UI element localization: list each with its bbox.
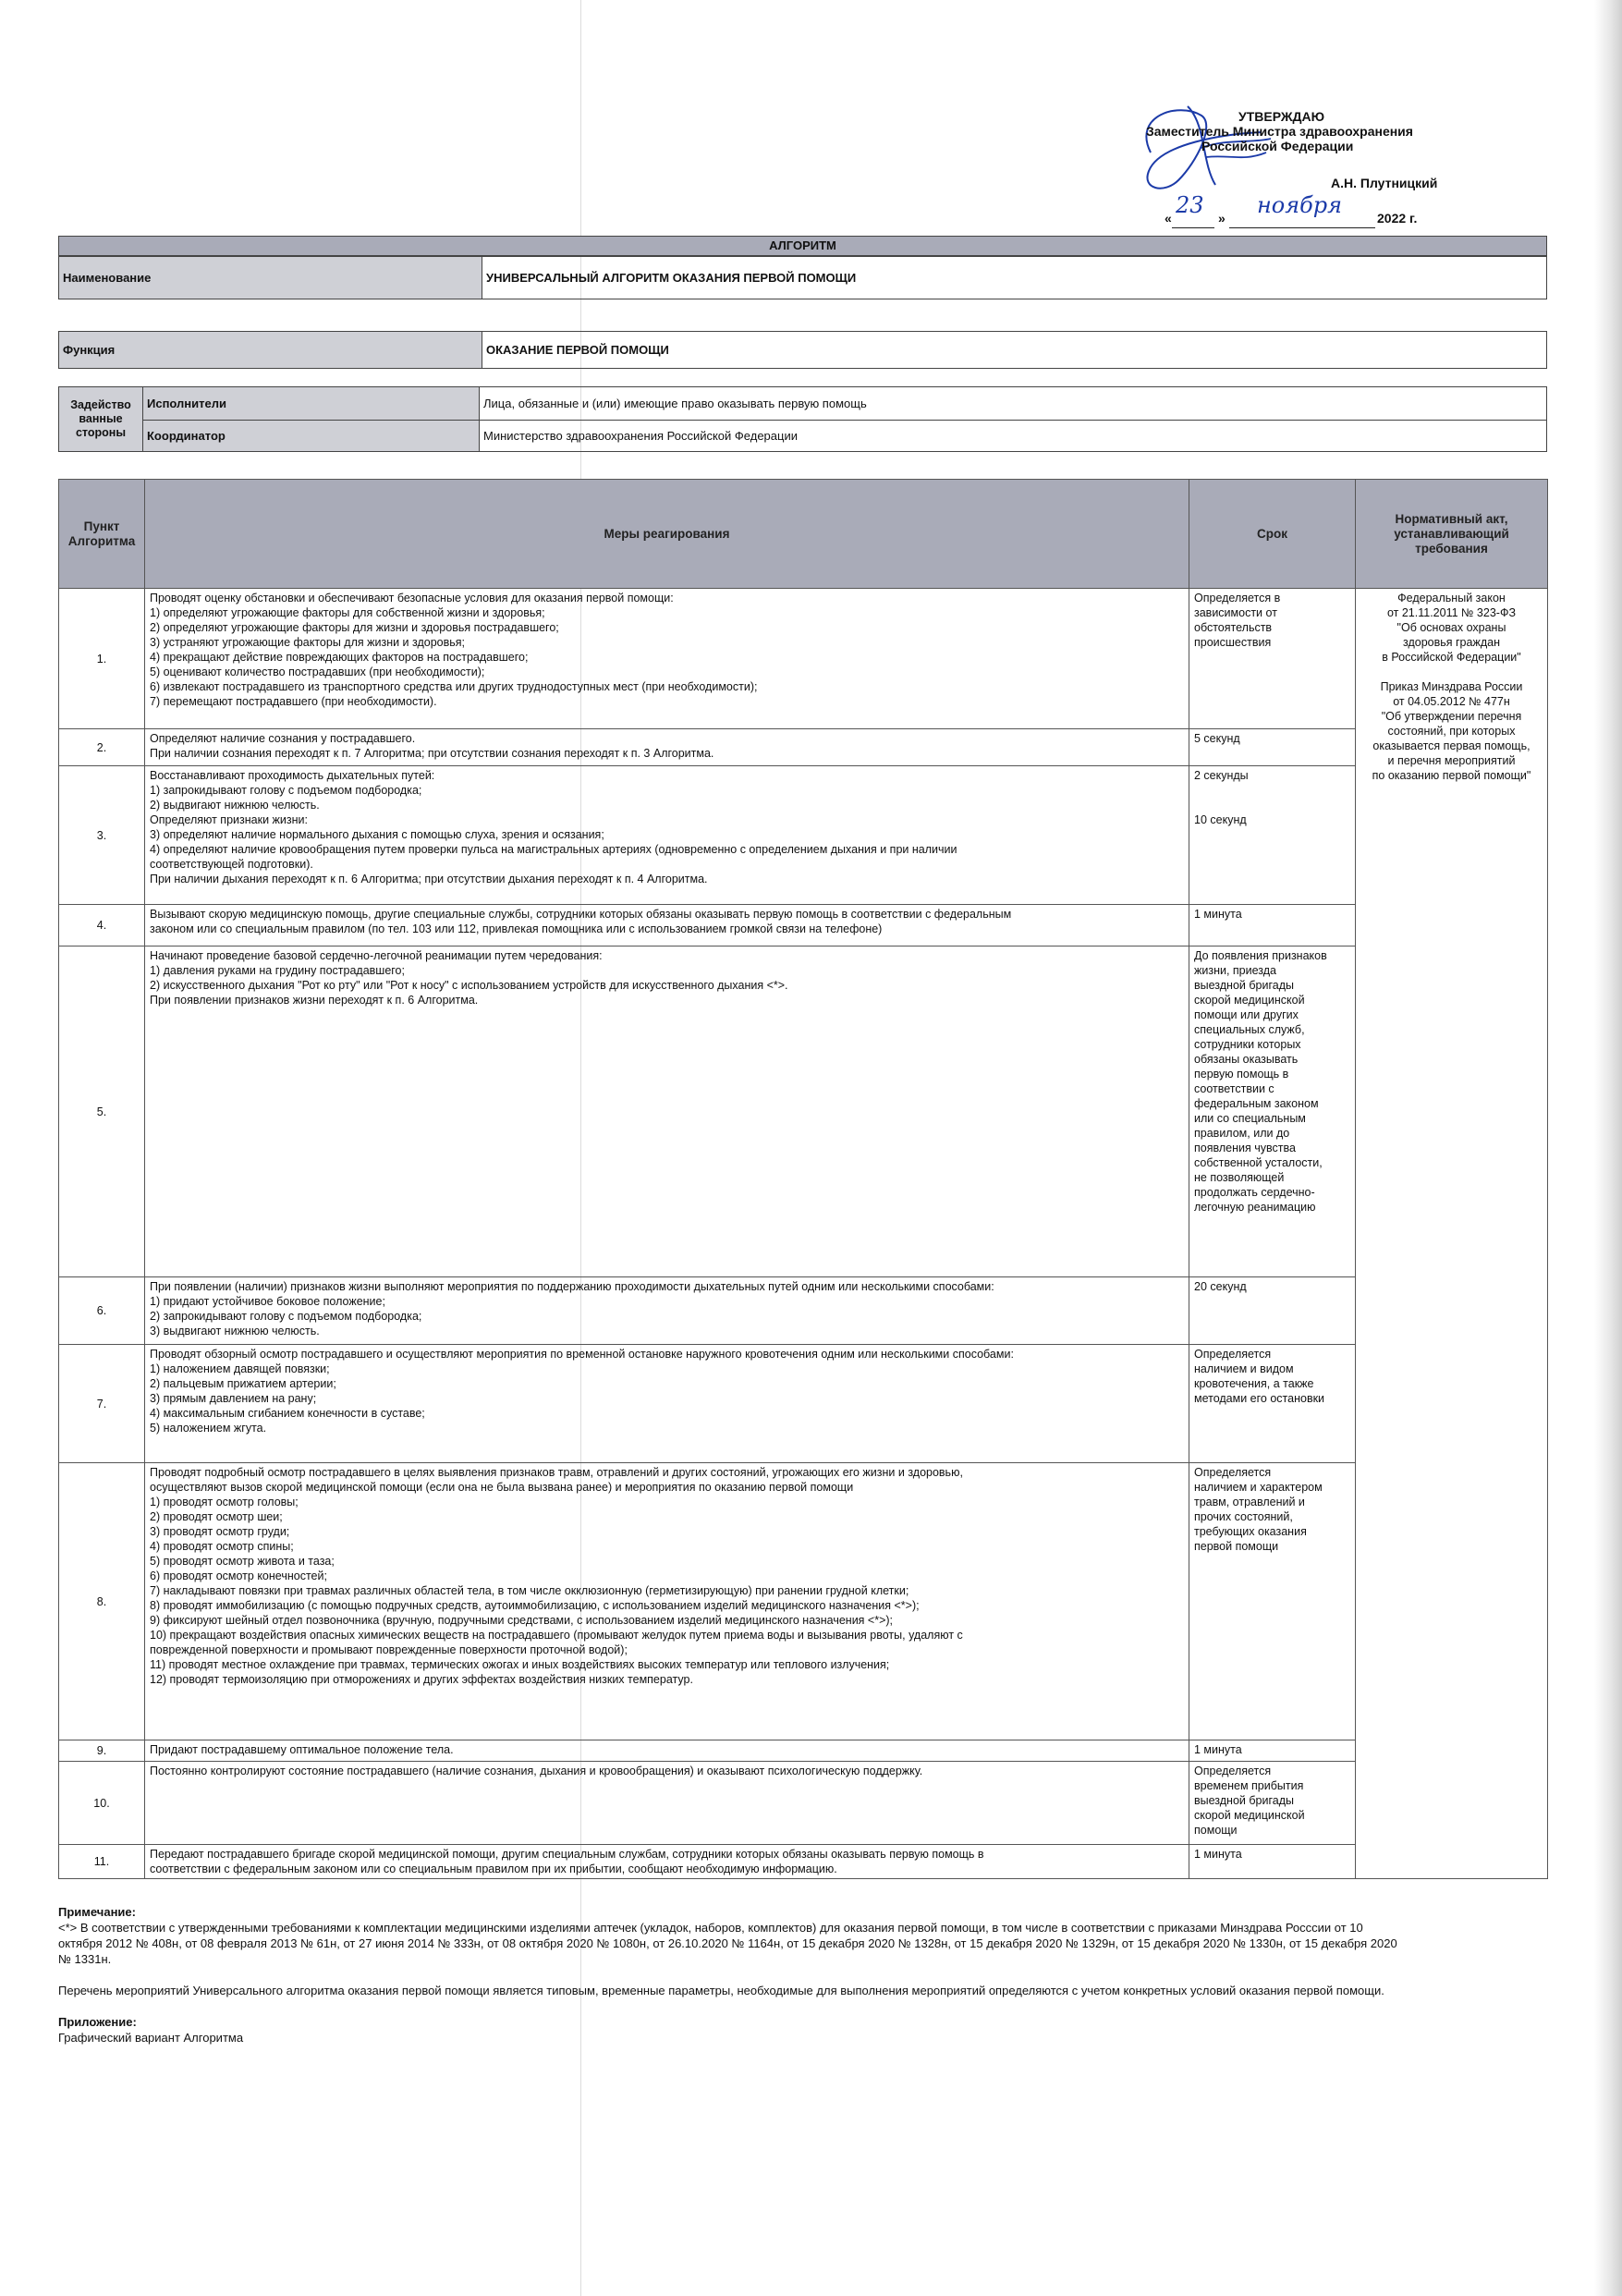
row-number: 6. <box>59 1277 145 1345</box>
col-header-measures: Меры реагирования <box>145 480 1189 589</box>
term-line: методами его остановки <box>1194 1392 1325 1405</box>
normative-line: в Российской Федерации" <box>1382 651 1521 664</box>
measure-line: Определяют признаки жизни: <box>150 813 308 826</box>
date-day-underline <box>1172 227 1214 228</box>
term-line: первой помощи <box>1194 1540 1279 1553</box>
approval-position-line1: Заместитель Министра здравоохранения <box>1146 124 1413 139</box>
algorithm-row <box>59 1277 1548 1345</box>
term-line: специальных служб, <box>1194 1023 1305 1036</box>
term-line: или со специальным <box>1194 1112 1306 1125</box>
approval-block <box>1146 109 1451 240</box>
row-number: 5. <box>59 946 145 1277</box>
term-line: сотрудники которых <box>1194 1038 1301 1051</box>
term-line: скорой медицинской <box>1194 1809 1305 1822</box>
measure-line: 5) оценивают количество пострадавших (при необходимости); <box>150 666 485 678</box>
approval-position-line2: Российской Федерации <box>1201 139 1354 153</box>
term-line: 1 минута <box>1194 908 1242 921</box>
term-line: жизни, приезда <box>1194 964 1276 977</box>
measure-line: 3) определяют наличие нормального дыхания с помощью слуха, зрения и осязания; <box>150 828 604 841</box>
row-number: 11. <box>59 1845 145 1879</box>
measure-line: 5) проводят осмотр живота и таза; <box>150 1555 335 1568</box>
measure-line: Передают пострадавшего бригаде скорой медицинской помощи, другим специальным службам, сотрудники которых обязаны оказывать первую помощь в <box>150 1848 984 1861</box>
row-measures <box>145 766 1189 905</box>
measure-line: 7) перемещают пострадавшего (при необходимости). <box>150 695 437 708</box>
measure-line: 3) устраняют угрожающие факторы для жизни и здоровья; <box>150 636 466 649</box>
note-heading: Примечание: <box>58 1905 136 1919</box>
term-line: легочную реанимацию <box>1194 1201 1316 1214</box>
row-measures <box>145 946 1189 1277</box>
normative-line: оказывается первая помощь, <box>1372 739 1531 752</box>
normative-line: от 21.11.2011 № 323-ФЗ <box>1386 606 1516 619</box>
measure-line: Придают пострадавшему оптимальное положение тела. <box>150 1743 454 1756</box>
measure-line: 4) проводят осмотр спины; <box>150 1540 294 1553</box>
measure-line: 4) прекращают действие повреждающих факторов на пострадавшего; <box>150 651 529 664</box>
term-line: скорой медицинской <box>1194 994 1305 1007</box>
measure-line: 1) определяют угрожающие факторы для собственной жизни и здоровья; <box>150 606 545 619</box>
row-term <box>1189 1740 1356 1762</box>
measure-line: законом или со специальным правилом (по тел. 103 или 112, привлекая помощника или с использованием громкой связи на телефоне) <box>150 922 883 935</box>
row-measures <box>145 729 1189 766</box>
name-label: Наименование <box>59 257 482 299</box>
algorithm-row <box>59 729 1548 766</box>
measure-line: 2) проводят осмотр шеи; <box>150 1510 283 1523</box>
measure-line: 2) запрокидывают голову с подъемом подбородка; <box>150 1310 422 1323</box>
normative-line: "Об основах охраны <box>1396 621 1506 634</box>
function-value: ОКАЗАНИЕ ПЕРВОЙ ПОМОЩИ <box>482 332 1547 369</box>
measure-line: соответствии с федеральным законом или со специальным правилом при их прибытии, сообщают необходимую информацию. <box>150 1862 837 1875</box>
measure-line: поврежденной поверхности и промывают поврежденные поверхности проточной водой); <box>150 1643 628 1656</box>
algorithm-row <box>59 946 1548 1277</box>
measure-line: 1) давления руками на грудину пострадавшего; <box>150 964 405 977</box>
normative-line: "Об утверждении перечня <box>1381 710 1522 723</box>
term-line: наличием и видом <box>1194 1362 1294 1375</box>
term-line: первую помощь в <box>1194 1068 1289 1081</box>
col-header-point: Пункт Алгоритма <box>59 480 145 589</box>
executors-label: Исполнители <box>143 387 480 421</box>
term-line: зависимости от <box>1194 606 1277 619</box>
term-line: 1 минута <box>1194 1848 1242 1861</box>
function-label: Функция <box>59 332 482 369</box>
row-term <box>1189 729 1356 766</box>
note-line-3: № 1331н. <box>58 1952 112 1966</box>
row-term <box>1189 1277 1356 1345</box>
function-table <box>58 331 1547 369</box>
algorithm-row <box>59 1463 1548 1740</box>
row-number: 1. <box>59 589 145 729</box>
measure-line: Начинают проведение базовой сердечно-легочной реанимации путем чередования: <box>150 949 603 962</box>
normative-line: состояний, при которых <box>1387 725 1516 738</box>
normative-line <box>1360 665 1543 679</box>
term-line: правилом, или до <box>1194 1127 1290 1140</box>
term-line: соответствии с <box>1194 1082 1274 1095</box>
date-quote-open: « <box>1165 211 1172 226</box>
normative-line: Приказ Минздрава России <box>1380 680 1523 693</box>
name-table <box>58 256 1547 299</box>
algorithm-table <box>58 479 1548 1879</box>
measure-line: 2) определяют угрожающие факторы для жизни и здоровья пострадавшего; <box>150 621 559 634</box>
measure-line: Определяют наличие сознания у пострадавшего. <box>150 732 416 745</box>
row-number: 2. <box>59 729 145 766</box>
row-term <box>1189 1845 1356 1879</box>
measure-line: 2) выдвигают нижнюю челюсть. <box>150 799 320 812</box>
parties-table <box>58 386 1547 452</box>
row-term <box>1189 1345 1356 1463</box>
algorithm-row <box>59 1740 1548 1762</box>
term-line: появления чувства <box>1194 1142 1296 1154</box>
measure-line: 9) фиксируют шейный отдел позвоночника (вручную, подручными средствами, с использованием изделий медицинского назначения <*>); <box>150 1614 894 1627</box>
measure-line: 11) проводят местное охлаждение при травмах, термических ожогах и иных воздействиях высоких температур или теплового излучения; <box>150 1658 890 1671</box>
measure-line: 3) проводят осмотр груди; <box>150 1525 290 1538</box>
measure-line: Восстанавливают проходимость дыхательных путей: <box>150 769 435 782</box>
row-measures <box>145 589 1189 729</box>
term-line: федеральным законом <box>1194 1097 1319 1110</box>
algorithm-row <box>59 589 1548 729</box>
term-line: обстоятельств <box>1194 621 1273 634</box>
coordinator-label: Координатор <box>143 421 480 452</box>
term-line: помощи или других <box>1194 1008 1299 1021</box>
row-measures <box>145 1277 1189 1345</box>
measure-line: 3) выдвигают нижнюю челюсть. <box>150 1325 320 1337</box>
measure-line: 7) накладывают повязки при травмах различных областей тела, в том числе окклюзионную (герметизирующую) при ранении грудной клетки; <box>150 1584 909 1597</box>
algorithm-row <box>59 1762 1548 1845</box>
row-number: 3. <box>59 766 145 905</box>
row-number: 9. <box>59 1740 145 1762</box>
term-line: выездной бригады <box>1194 979 1294 992</box>
measure-line: 10) прекращают воздействия опасных химических веществ на пострадавшего (промывают желудок путем приема воды и вызывания рвоты, удаляют с <box>150 1629 963 1642</box>
term-line: продолжать сердечно- <box>1194 1186 1315 1199</box>
algorithm-row <box>59 905 1548 946</box>
row-term <box>1189 1762 1356 1845</box>
note-line-2: октября 2012 № 408н, от 08 февраля 2013 № 61н, от 27 июня 2014 № 333н, от 08 октября 2020 № 1080н, от 26.10.2020 № 1164н, от 15 декабря 2020 № 1328н, от 15 декабря 2020 № 1329н, от 15 декабря 2020 № 1330н, от 15 декабря 2020 <box>58 1936 1397 1950</box>
measure-line: 1) проводят осмотр головы; <box>150 1496 299 1508</box>
row-measures <box>145 1845 1189 1879</box>
normative-line: от 04.05.2012 № 477н <box>1393 695 1510 708</box>
row-term <box>1189 589 1356 729</box>
term-line: временем прибытия <box>1194 1779 1304 1792</box>
measure-line: 1) наложением давящей повязки; <box>150 1362 330 1375</box>
approval-date-month: ноября <box>1257 192 1343 218</box>
row-number: 8. <box>59 1463 145 1740</box>
term-line: травм, отравлений и <box>1194 1496 1305 1508</box>
row-term <box>1189 905 1356 946</box>
coordinator-value: Министерство здравоохранения Российской Федерации <box>480 421 1547 452</box>
measure-line: 4) максимальным сгибанием конечности в суставе; <box>150 1407 425 1420</box>
term-line: помощи <box>1194 1824 1238 1837</box>
normative-line: и перечня мероприятий <box>1387 754 1516 767</box>
row-term <box>1189 946 1356 1277</box>
date-quote-close: » <box>1218 211 1226 226</box>
notes-section <box>58 1904 1555 2046</box>
col-header-term: Срок <box>1189 480 1356 589</box>
term-line: выездной бригады <box>1194 1794 1294 1807</box>
algorithm-title-bar: АЛГОРИТМ <box>58 236 1547 256</box>
normative-acts <box>1356 589 1548 1879</box>
measure-line: 6) извлекают пострадавшего из транспортного средства или других труднодоступных мест (при необходимости); <box>150 680 758 693</box>
measure-line: 1) придают устойчивое боковое положение; <box>150 1295 385 1308</box>
term-line: Определяется <box>1194 1348 1272 1361</box>
row-number: 7. <box>59 1345 145 1463</box>
term-line: До появления признаков <box>1194 949 1327 962</box>
col-header-normative: Нормативный акт, устанавливающий требования <box>1356 480 1548 589</box>
row-measures <box>145 1463 1189 1740</box>
row-term <box>1189 1463 1356 1740</box>
measure-line: При появлении (наличии) признаков жизни выполняют мероприятия по поддержанию проходимости дыхательных путей одним или несколькими способами: <box>150 1280 994 1293</box>
normative-line: Федеральный закон <box>1397 592 1506 605</box>
measure-line: Проводят подробный осмотр пострадавшего в целях выявления признаков травм, отравлений и других состояний, угрожающих его жизни и здоровью, <box>150 1466 963 1479</box>
measure-line: При наличии сознания переходят к п. 7 Алгоритма; при отсутствии сознания переходят к п. 3 Алгоритма. <box>150 747 714 760</box>
measure-line: При наличии дыхания переходят к п. 6 Алгоритма; при отсутствии дыхания переходят к п. 4 Алгоритма. <box>150 873 708 885</box>
term-line: Определяется <box>1194 1765 1272 1777</box>
approval-date-day: 23 <box>1176 192 1204 218</box>
measure-line: Вызывают скорую медицинскую помощь, другие специальные службы, сотрудники которых обязаны оказывать первую помощь в соответствии с федеральным <box>150 908 1012 921</box>
appendix-heading: Приложение: <box>58 2015 137 2029</box>
note-line-1: <*> В соответствии с утвержденными требованиями к комплектации медицинскими изделиями аптечек (укладок, наборов, комплектов) для оказания первой помощи, в том числе в соответствии с приказами Минздрава Росссии от 10 <box>58 1921 1363 1935</box>
term-line: требующих оказания <box>1194 1525 1307 1538</box>
measure-line: Проводят обзорный осмотр пострадавшего и осуществляют мероприятия по временной остановке наружного кровотечения одним или несколькими способами: <box>150 1348 1014 1361</box>
algorithm-row <box>59 1345 1548 1463</box>
measure-line: осуществляют вызов скорой медицинской помощи (если она не была вызвана ранее) и мероприятия по оказанию первой помощи <box>150 1481 854 1494</box>
date-month-underline <box>1229 227 1375 228</box>
term-line: Определяется в <box>1194 592 1281 605</box>
term-line: 10 секунд <box>1194 813 1247 826</box>
measure-line: 4) определяют наличие кровообращения путем проверки пульса на магистральных артериях (одновременно с определением дыхания и при наличии <box>150 843 957 856</box>
approval-date <box>1155 192 1451 240</box>
measure-line: Проводят оценку обстановки и обеспечивают безопасные условия для оказания первой помощи: <box>150 592 674 605</box>
term-line: прочих состояний, <box>1194 1510 1293 1523</box>
row-term <box>1189 766 1356 905</box>
approval-title: УТВЕРЖДАЮ <box>1238 109 1325 124</box>
approval-name: А.Н. Плутницкий <box>1331 176 1438 190</box>
parties-label: Задейство ванные стороны <box>59 387 143 452</box>
term-line: 1 минута <box>1194 1743 1242 1756</box>
row-measures <box>145 1345 1189 1463</box>
row-number: 10. <box>59 1762 145 1845</box>
normative-line: здоровья граждан <box>1403 636 1500 649</box>
measure-line: соответствующей подготовки). <box>150 858 313 871</box>
appendix-text: Графический вариант Алгоритма <box>58 2031 244 2045</box>
algorithm-rows <box>59 589 1548 1879</box>
measure-line: 5) наложением жгута. <box>150 1422 267 1435</box>
row-number: 4. <box>59 905 145 946</box>
row-measures <box>145 1762 1189 1845</box>
normative-line: по оказанию первой помощи" <box>1372 769 1531 782</box>
term-line <box>1194 798 1350 812</box>
measure-line: 1) запрокидывают голову с подъемом подбородка; <box>150 784 422 797</box>
term-line: происшествия <box>1194 636 1272 649</box>
measure-line: 8) проводят иммобилизацию (с помощью подручных средств, аутоиммобилизацию, с использованием изделий медицинского назначения <*>); <box>150 1599 920 1612</box>
term-line: обязаны оказывать <box>1194 1053 1299 1066</box>
term-line: 2 секунды <box>1194 769 1249 782</box>
measure-line: Постоянно контролируют состояние пострадавшего (наличие сознания, дыхания и кровообращения) и оказывают психологическую поддержку. <box>150 1765 923 1777</box>
term-line: 20 секунд <box>1194 1280 1247 1293</box>
term-line: 5 секунд <box>1194 732 1240 745</box>
term-line: наличием и характером <box>1194 1481 1323 1494</box>
term-line: кровотечения, а также <box>1194 1377 1314 1390</box>
term-line: Определяется <box>1194 1466 1272 1479</box>
scan-page-edge <box>1594 0 1622 2296</box>
measure-line: 12) проводят термоизоляцию при отморожениях и других эффектах воздействия низких температур. <box>150 1673 693 1686</box>
name-value: УНИВЕРСАЛЬНЫЙ АЛГОРИТМ ОКАЗАНИЯ ПЕРВОЙ ПОМОЩИ <box>482 257 1547 299</box>
row-measures <box>145 1740 1189 1762</box>
measure-line: 2) искусственного дыхания "Рот ко рту" или "Рот к носу" с использованием устройств для искусственного дыхания <*>. <box>150 979 788 992</box>
term-line <box>1194 783 1350 798</box>
measure-line: 6) проводят осмотр конечностей; <box>150 1569 327 1582</box>
approval-year: 2022 г. <box>1377 211 1418 226</box>
algorithm-row <box>59 766 1548 905</box>
algorithm-row <box>59 1845 1548 1879</box>
measure-line: 2) пальцевым прижатием артерии; <box>150 1377 336 1390</box>
typical-note: Перечень мероприятий Универсального алгоритма оказания первой помощи является типовым, временные параметры, необходимые для выполнения мероприятий определяются с учетом конкретных условий оказания первой помощи. <box>58 1984 1384 1997</box>
term-line: собственной усталости, <box>1194 1156 1323 1169</box>
row-measures <box>145 905 1189 946</box>
measure-line: При появлении признаков жизни переходят к п. 6 Алгоритма. <box>150 994 479 1007</box>
executors-value: Лица, обязанные и (или) имеющие право оказывать первую помощь <box>480 387 1547 421</box>
term-line: не позволяющей <box>1194 1171 1285 1184</box>
measure-line: 3) прямым давлением на рану; <box>150 1392 317 1405</box>
